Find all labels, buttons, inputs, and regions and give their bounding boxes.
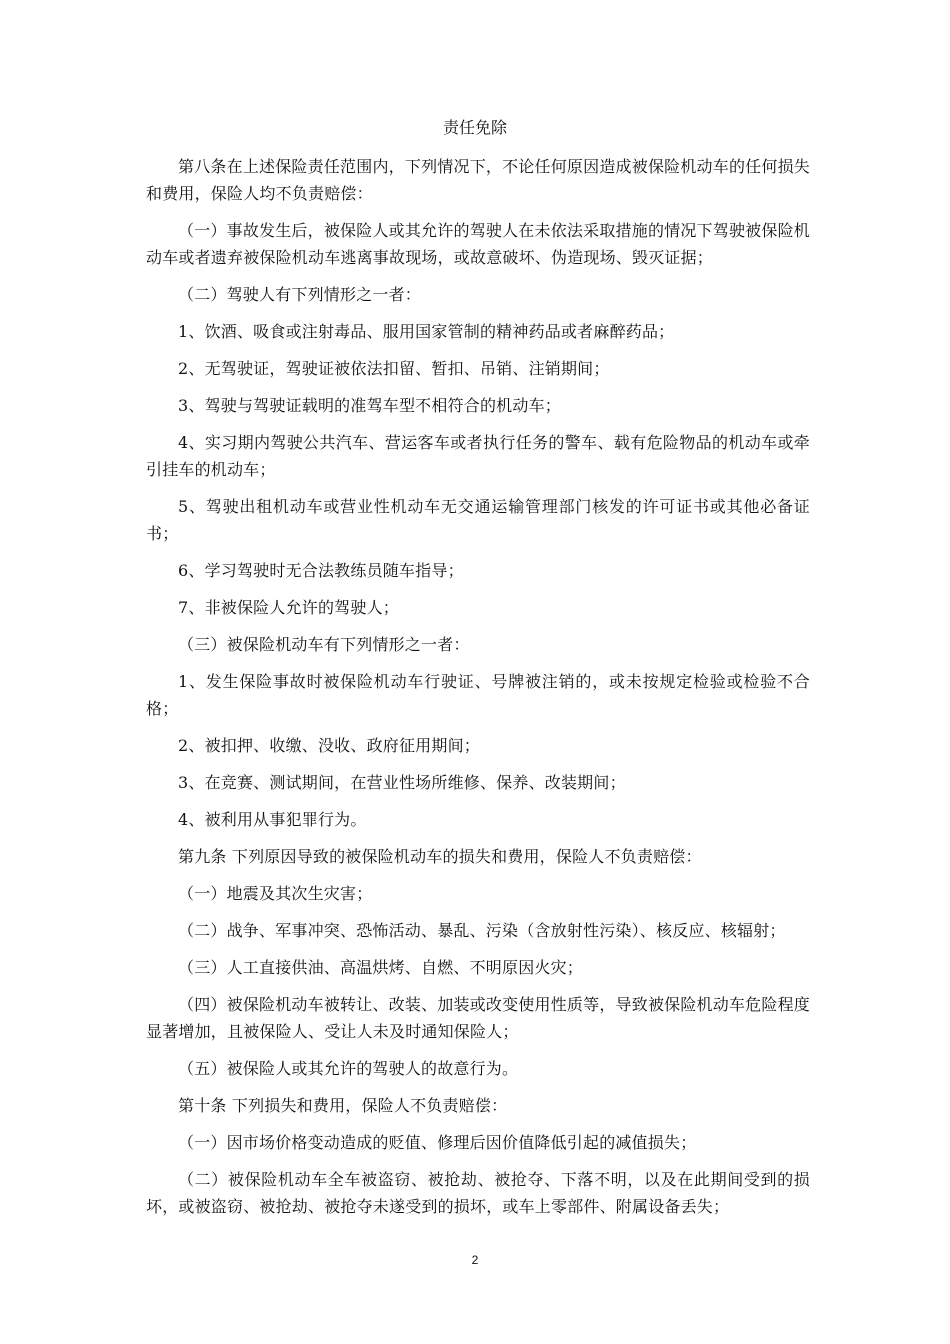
section-title: 责任免除 bbox=[442, 118, 507, 137]
paragraph: （一）地震及其次生灾害； bbox=[178, 884, 373, 903]
paragraph: 7、非被保险人允许的驾驶人； bbox=[178, 598, 399, 617]
paragraph: 第八条在上述保险责任范围内，下列情况下，不论任何原因造成被保险机动车的任何损失和费用，保险人均不负责赔偿： bbox=[146, 157, 810, 203]
paragraph: 第十条 下列损失和费用，保险人不负责赔偿： bbox=[178, 1096, 508, 1115]
paragraph: 3、驾驶与驾驶证载明的准驾车型不相符合的机动车； bbox=[178, 396, 561, 415]
paragraph: （五）被保险人或其允许的驾驶人的故意行为。 bbox=[178, 1059, 519, 1078]
paragraph: 第九条 下列原因导致的被保险机动车的损失和费用，保险人不负责赔偿： bbox=[178, 847, 702, 866]
paragraph: （一）因市场价格变动造成的贬值、修理后因价值降低引起的减值损失； bbox=[178, 1133, 697, 1152]
paragraph: 4、被利用从事犯罪行为。 bbox=[178, 810, 367, 829]
paragraph: 1、饮酒、吸食或注射毒品、服用国家管制的精神药品或者麻醉药品； bbox=[178, 322, 675, 341]
paragraph: （一）事故发生后，被保险人或其允许的驾驶人在未依法采取措施的情况下驾驶被保险机动车或者遗弃被保险机动车逃离事故现场，或故意破坏、伪造现场、毁灭证据； bbox=[146, 221, 810, 267]
paragraph: （二）战争、军事冲突、恐怖活动、暴乱、污染（含放射性污染）、核反应、核辐射； bbox=[178, 921, 786, 940]
paragraph: （二）被保险机动车全车被盗窃、被抢劫、被抢夺、下落不明，以及在此期间受到的损坏，或被盗窃、被抢劫、被抢夺未遂受到的损坏，或车上零部件、附属设备丢失； bbox=[146, 1170, 810, 1216]
paragraph: 5、驾驶出租机动车或营业性机动车无交通运输管理部门核发的许可证书或其他必备证书； bbox=[146, 497, 810, 543]
paragraph: 6、学习驾驶时无合法教练员随车指导； bbox=[178, 561, 464, 580]
paragraph: 3、在竞赛、测试期间，在营业性场所维修、保养、改装期间； bbox=[178, 773, 626, 792]
paragraph: 2、被扣押、收缴、没收、政府征用期间； bbox=[178, 736, 480, 755]
paragraph: （三）被保险机动车有下列情形之一者： bbox=[178, 635, 470, 654]
paragraph: 1、发生保险事故时被保险机动车行驶证、号牌被注销的，或未按规定检验或检验不合格； bbox=[146, 672, 810, 718]
page-number: 2 bbox=[471, 1253, 479, 1267]
paragraph: （三）人工直接供油、高温烘烤、自燃、不明原因火灾； bbox=[178, 958, 584, 977]
document-body bbox=[146, 153, 810, 1230]
paragraph: （二）驾驶人有下列情形之一者： bbox=[178, 285, 422, 304]
paragraph: 4、实习期内驾驶公共汽车、营运客车或者执行任务的警车、载有危险物品的机动车或牵引挂车的机动车； bbox=[146, 433, 810, 479]
paragraph: （四）被保险机动车被转让、改装、加装或改变使用性质等，导致被保险机动车危险程度显著增加，且被保险人、受让人未及时通知保险人； bbox=[146, 995, 810, 1041]
paragraph: 2、无驾驶证，驾驶证被依法扣留、暂扣、吊销、注销期间； bbox=[178, 359, 610, 378]
